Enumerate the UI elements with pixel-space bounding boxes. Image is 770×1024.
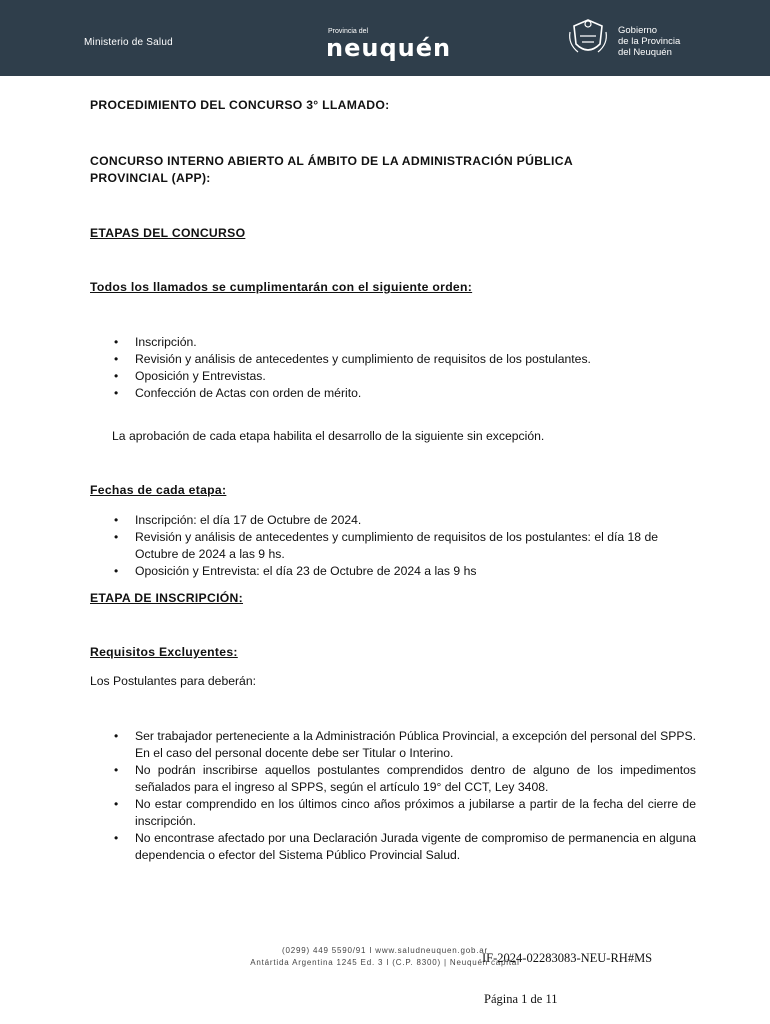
ministerio-label: Ministerio de Salud xyxy=(84,37,173,48)
concurso-heading-line1: CONCURSO INTERNO ABIERTO AL ÁMBITO DE LA ADMINISTRACIÓN PÚBLICA xyxy=(90,154,573,168)
orden-list xyxy=(90,334,710,402)
gobierno-line: de la Provincia xyxy=(618,36,681,47)
postulantes-intro: Los Postulantes para deberán: xyxy=(90,674,257,688)
fechas-list xyxy=(90,512,696,580)
provincia-small-label: Provincia del xyxy=(328,28,369,35)
list-item: • No podrán inscribirse aquellos postulantes comprendidos dentro de alguno de los impedimentos señalados para el ingreso al SPPS, según el artículo 19° del CCT, Ley 3408. xyxy=(90,762,696,796)
requisitos-list xyxy=(90,728,696,864)
list-item: • Ser trabajador perteneciente a la Administración Pública Provincial, a excepción del personal del SPPS. En el caso del personal docente debe ser Titular o Interino. xyxy=(90,728,696,762)
inscripcion-heading: ETAPA DE INSCRIPCIÓN: xyxy=(90,591,244,605)
gobierno-line: del Neuquén xyxy=(618,47,672,58)
orden-heading: Todos los llamados se cumplimentarán con el siguiente orden: xyxy=(90,280,473,294)
etapas-heading: ETAPAS DEL CONCURSO xyxy=(90,226,246,240)
footer-contact: (0299) 449 5590/91 I www.saludneuquen.gob.ar xyxy=(282,946,488,955)
list-item: • No encontrase afectado por una Declaración Jurada vigente de compromiso de permanencia en alguna dependencia o efector del Sistema Público Provincial Salud. xyxy=(90,830,696,864)
list-item: • Confección de Actas con orden de mérito. xyxy=(90,385,710,402)
document-title: PROCEDIMIENTO DEL CONCURSO 3° LLAMADO: xyxy=(90,98,390,112)
list-item: • Revisión y análisis de antecedentes y cumplimiento de requisitos de los postulantes. xyxy=(90,351,710,368)
provincial-shield-icon xyxy=(566,16,610,60)
document-id-stamp: IF-2024-02283083-NEU-RH#MS xyxy=(482,951,653,965)
footer-address: Antártida Argentina 1245 Ed. 3 I (C.P. 8300) | Neuquén capital xyxy=(250,958,520,967)
requisitos-heading: Requisitos Excluyentes: xyxy=(90,645,238,659)
aprobacion-paragraph: La aprobación de cada etapa habilita el desarrollo de la siguiente sin excepción. xyxy=(112,429,545,443)
gobierno-label xyxy=(618,25,680,58)
list-item: • Inscripción: el día 17 de Octubre de 2024. xyxy=(90,512,696,529)
neuquen-logo: neuquén xyxy=(326,34,452,62)
concurso-heading-line2: PROVINCIAL (APP): xyxy=(90,171,211,185)
list-item: • No estar comprendido en los últimos cinco años próximos a jubilarse a partir de la fecha del cierre de inscripción. xyxy=(90,796,696,830)
list-item: • Oposición y Entrevista: el día 23 de Octubre de 2024 a las 9 hs xyxy=(90,563,696,580)
list-item: • Oposición y Entrevistas. xyxy=(90,368,710,385)
gobierno-line: Gobierno xyxy=(618,25,658,36)
document-header xyxy=(0,0,770,76)
page-number: Página 1 de 11 xyxy=(484,992,558,1006)
fechas-heading: Fechas de cada etapa: xyxy=(90,483,227,497)
list-item: • Inscripción. xyxy=(90,334,710,351)
list-item: • Revisión y análisis de antecedentes y cumplimiento de requisitos de los postulantes: el día 18 de Octubre de 2024 a las 9 hs. xyxy=(90,529,696,563)
